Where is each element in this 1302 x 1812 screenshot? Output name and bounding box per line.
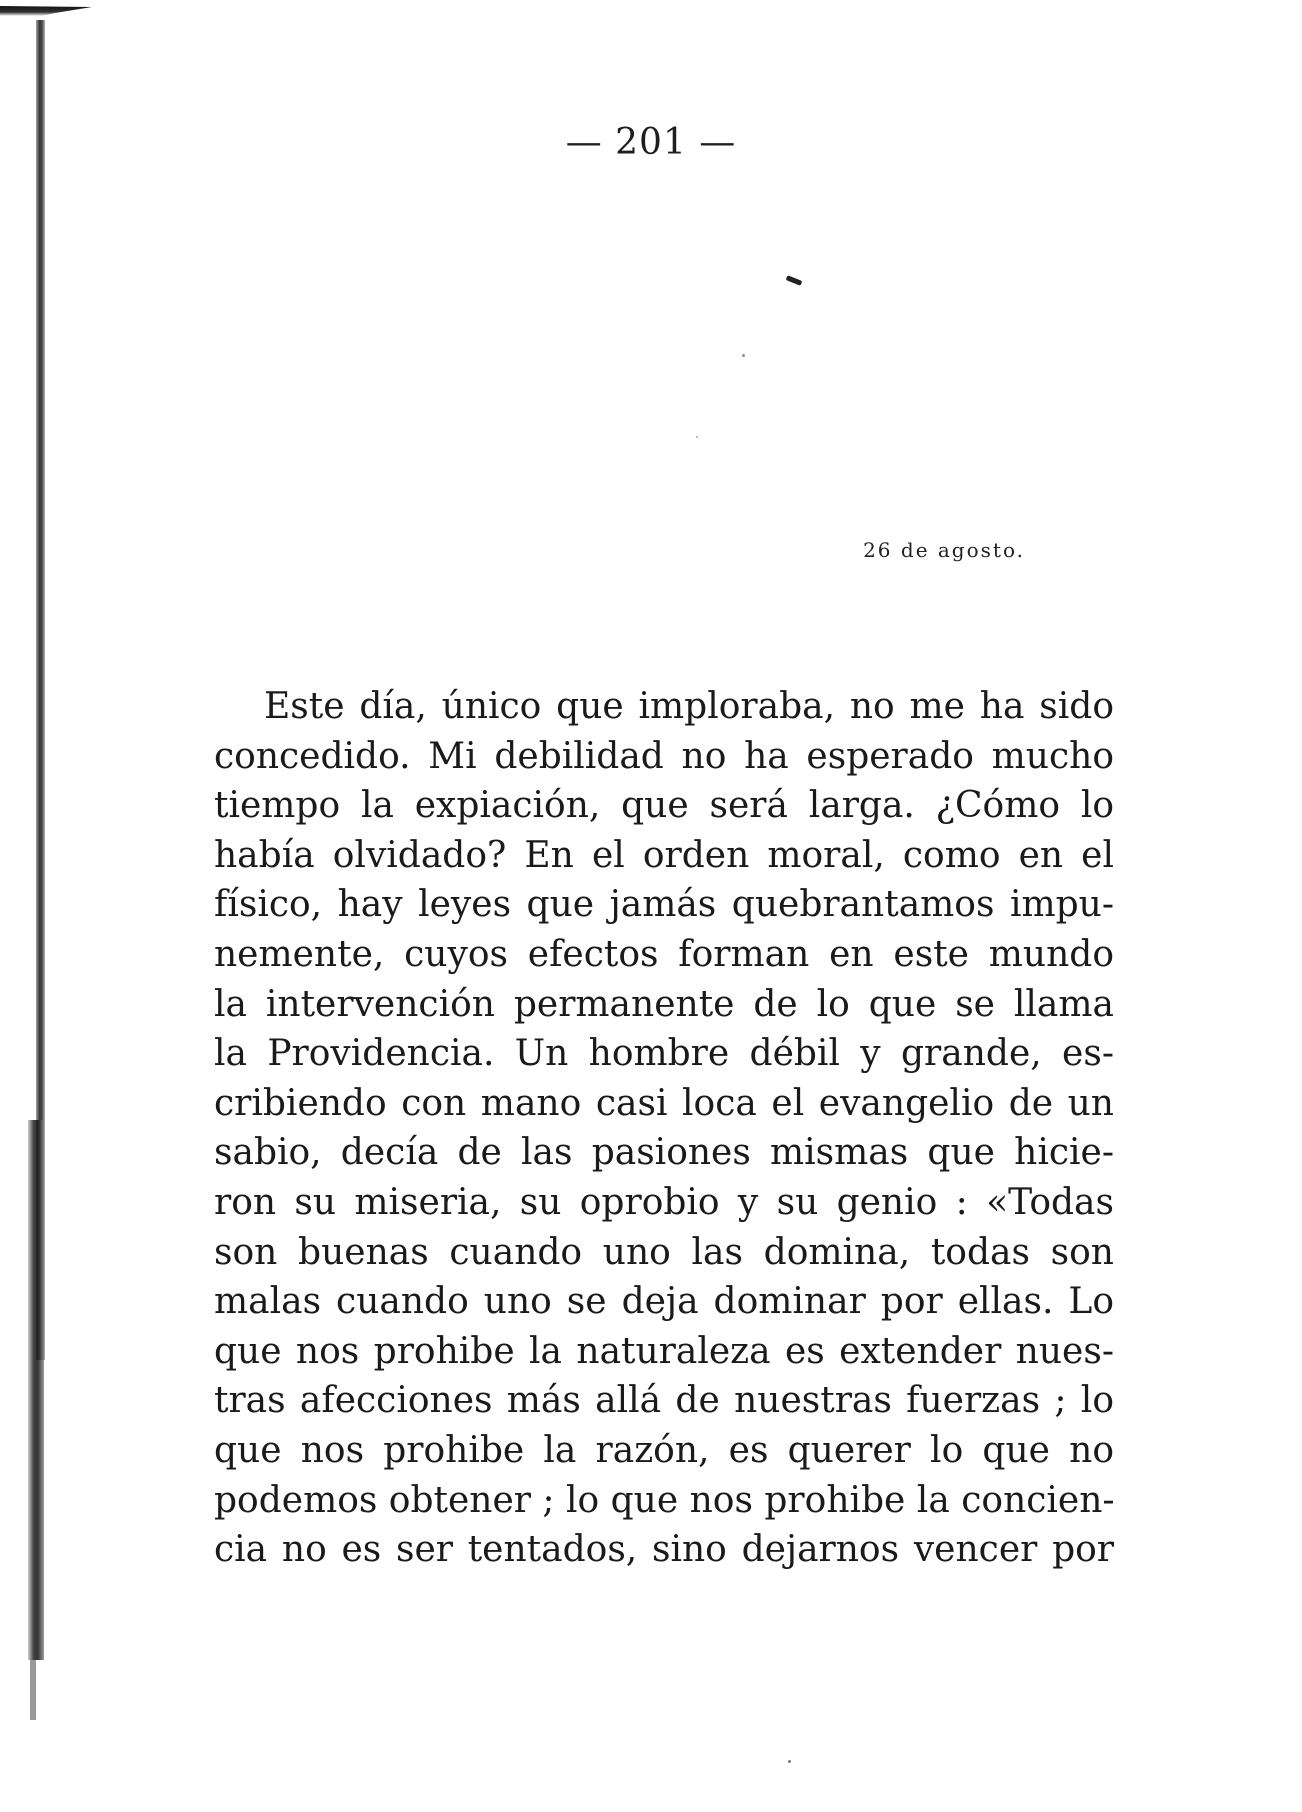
date-heading: 26 de agosto. (863, 538, 1025, 562)
text-line: tras afecciones más allá de nuestras fuerzas ; lo (214, 1380, 1114, 1422)
text-line: que nos prohibe la naturaleza es extender nues- (214, 1330, 1114, 1372)
text-line: tiempo la expiación, que será larga. ¿Cómo lo (214, 785, 1114, 827)
text-line: ron su miseria, su oprobio y su genio : «Todas (214, 1181, 1114, 1223)
text-line: que nos prohibe la razón, es querer lo que no (214, 1429, 1114, 1471)
text-line: cia no es ser tentados, sino dejarnos vencer por (214, 1529, 1114, 1571)
ink-speck (788, 1760, 791, 1763)
text-line: concedido. Mi debilidad no ha esperado mucho (214, 735, 1114, 777)
text-line: había olvidado? En el orden moral, como en el (214, 834, 1114, 876)
binding-edge-cap (0, 6, 92, 16)
text-line: sabio, decía de las pasiones mismas que hicie- (214, 1132, 1114, 1174)
text-line: malas cuando uno se deja dominar por ellas. Lo (214, 1281, 1114, 1323)
ink-speck (786, 275, 803, 286)
text-line: nemente, cuyos efectos forman en este mundo (214, 933, 1114, 975)
text-line: cribiendo con mano casi loca el evangelio de un (214, 1082, 1114, 1124)
binding-edge (0, 0, 58, 1812)
text-line: podemos obtener ; lo que nos prohibe la concien- (214, 1479, 1115, 1521)
text-line: la intervención permanente de lo que se llama (214, 983, 1114, 1025)
binding-edge-shadow-lower (28, 1120, 44, 1660)
binding-edge-shadow-tail (30, 1660, 36, 1720)
page-number: — 201 — (565, 122, 737, 163)
text-line: Este día, único que imploraba, no me ha sido (264, 686, 1114, 727)
text-line: físico, hay leyes que jamás quebrantamos impu- (214, 884, 1114, 926)
body-paragraph (214, 682, 1114, 1575)
ink-speck (742, 354, 745, 357)
text-line: son buenas cuando uno las domina, todas son (214, 1231, 1114, 1273)
text-line: la Providencia. Un hombre débil y grande, es- (214, 1033, 1114, 1075)
ink-speck (696, 436, 698, 438)
